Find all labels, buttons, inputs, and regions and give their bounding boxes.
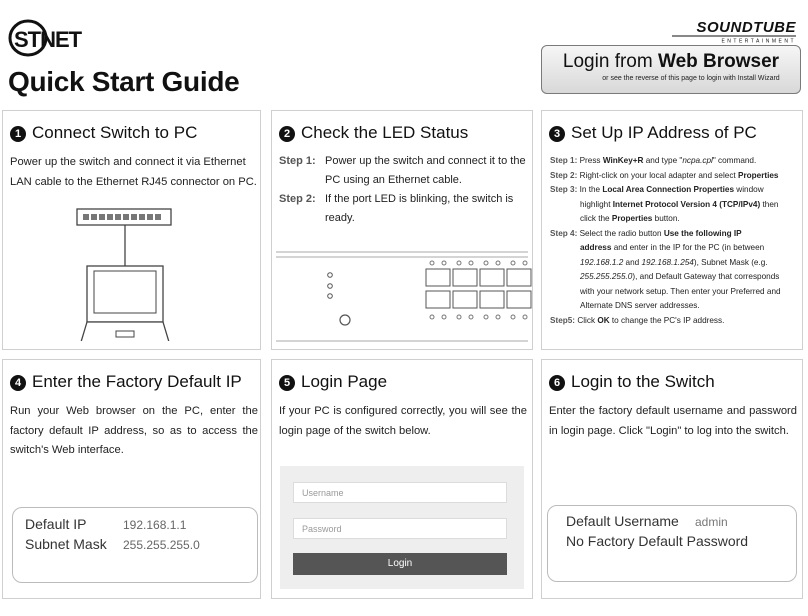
- panel-title: Set Up IP Address of PC: [571, 123, 757, 142]
- panel-heading: [10, 123, 197, 143]
- ip-step: Step5: Click OK to change the PC's IP address.: [550, 315, 725, 325]
- led-step: Step 1: Power up the switch and connect it to the PC using an Ethernet cable.: [279, 155, 526, 186]
- banner-prefix: Login from: [562, 51, 653, 72]
- panel-ip-setup: [541, 110, 803, 350]
- ip-step: Step 3: In the Local Area Connection Properties window: [550, 185, 764, 194]
- step-number-badge: 6: [549, 375, 565, 391]
- panel-heading: [279, 372, 387, 392]
- banner-bold: Web Browser: [657, 51, 780, 72]
- panel-connect-switch: [2, 110, 261, 350]
- step-number-badge: 3: [549, 126, 565, 142]
- panel-body: Enter the factory default username and password in login page. Click "Login" to log into the switch.: [549, 405, 797, 437]
- login-form-preview: [280, 466, 524, 589]
- default-password-note: No Factory Default Password: [566, 533, 749, 549]
- step-number-badge: 5: [279, 375, 295, 391]
- username-input[interactable]: Username: [293, 482, 507, 503]
- default-credentials-box: [547, 505, 797, 582]
- panel-body: If your PC is configured correctly, you will see the login page of the switch below.: [279, 405, 527, 437]
- soundtube-logo: [666, 18, 798, 44]
- banner-subtitle: or see the reverse of this page to login with Install Wizard: [602, 75, 780, 82]
- default-ip-box: [12, 507, 258, 583]
- ip-steps: Step 1: Press WinKey+R and type " ncpa.cpl " command. Step 2: Right-click on your local adapter and select Properties Step 3: In the Local Area Connection Properties window highlight Internet Protocol Version 4 (TCP/IPv4) then click the Properties button. Step 4: Select the radio button Use the following IP address and enter in the IP for the PC (in between 192.168.1.2 and 192.168.1.254), Subnet Mask (e.g. 255.255.255.0), and Default Gateway that corresponds with your network setup. Then enter your Preferred and Alternate DNS server addresses. Step5: Click OK to change the PC's IP address.: [550, 154, 800, 328]
- ip-step: Step 2: Right-click on your local adapter and select Properties: [550, 170, 779, 180]
- default-username-value: admin: [695, 515, 728, 529]
- ip-step: Step 4: Select the radio button Use the following IP: [550, 228, 742, 238]
- panel-title: Login Page: [301, 372, 388, 391]
- panel-factory-ip: [2, 359, 261, 599]
- stnet-logo: [6, 18, 98, 58]
- led-steps: [279, 152, 527, 228]
- panel-heading: [549, 372, 715, 392]
- brand-sub: ENTERTAINMENT: [721, 38, 796, 44]
- brand-name: SOUNDTUBE: [696, 19, 796, 36]
- panel-heading: [549, 123, 757, 143]
- logo-text: STNET: [14, 27, 82, 52]
- panel-title: Connect Switch to PC: [32, 123, 198, 142]
- page-title: Quick Start Guide: [8, 66, 240, 97]
- default-ip-label: Default IP: [25, 516, 87, 532]
- panel-title: Check the LED Status: [301, 123, 469, 142]
- password-input[interactable]: Password: [293, 518, 507, 539]
- led-step: Step 2: If the port LED is blinking, the switch is ready.: [279, 193, 514, 224]
- panel-body: Power up the switch and connect it via Ethernet LAN cable to the Ethernet RJ45 connector on PC.: [10, 156, 257, 188]
- login-button[interactable]: Login: [293, 553, 507, 575]
- panel-body: Run your Web browser on the PC, enter the factory default IP address, so as to access the switch's Web interface.: [10, 405, 258, 456]
- panel-title: Enter the Factory Default IP: [32, 372, 242, 391]
- panel-heading: [10, 372, 242, 392]
- panel-led-status: [271, 110, 533, 350]
- panel-heading: [279, 123, 468, 143]
- default-username-label: Default Username: [566, 513, 679, 529]
- step-number-badge: 2: [279, 126, 295, 142]
- ip-step: Step 1: Press WinKey+R and type " ncpa.cpl " command.: [550, 156, 757, 165]
- panel-login-switch: [541, 359, 803, 599]
- switch-front-panel-illustration: [272, 245, 532, 349]
- panel-title: Login to the Switch: [571, 372, 715, 391]
- subnet-mask-value: 255.255.255.0: [123, 538, 200, 552]
- step-number-badge: 1: [10, 126, 26, 142]
- switch-pc-illustration: [63, 206, 188, 341]
- step-number-badge: 4: [10, 375, 26, 391]
- login-method-banner: [541, 45, 801, 94]
- default-ip-value: 192.168.1.1: [123, 518, 187, 532]
- panel-login-page: [271, 359, 533, 599]
- subnet-mask-label: Subnet Mask: [25, 536, 107, 552]
